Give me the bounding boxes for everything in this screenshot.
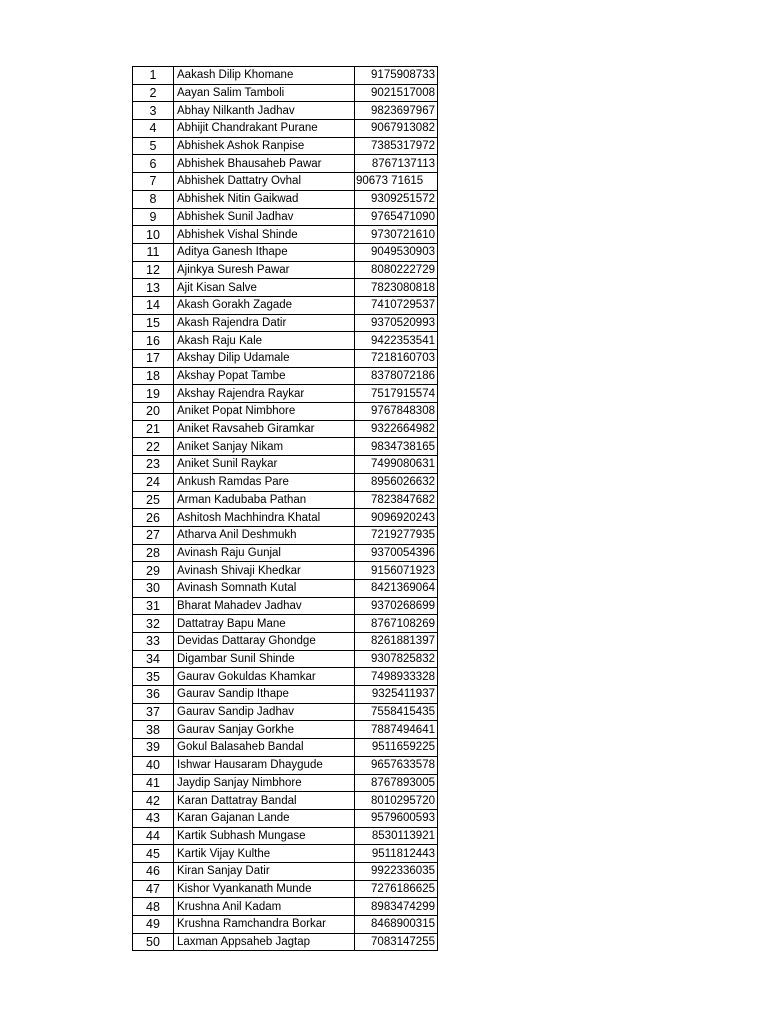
serial-number-cell: 2 [133,84,174,102]
phone-cell: 7385317972 [355,137,438,155]
phone-cell: 8956026632 [355,473,438,491]
serial-number-cell: 25 [133,491,174,509]
table-row [133,579,438,597]
table-row [133,403,438,421]
serial-number-cell: 21 [133,420,174,438]
name-cell: Abhishek Ashok Ranpise [174,137,355,155]
phone-cell: 9922336035 [355,862,438,880]
name-cell: Akash Gorakh Zagade [174,296,355,314]
phone-cell: 9823697967 [355,102,438,120]
phone-cell: 7887494641 [355,721,438,739]
phone-cell: 9370054396 [355,544,438,562]
table-row [133,845,438,863]
serial-number-cell: 4 [133,120,174,138]
name-cell: Gaurav Gokuldas Khamkar [174,668,355,686]
serial-number-cell: 11 [133,243,174,261]
serial-number-cell: 40 [133,756,174,774]
phone-cell: 9325411937 [355,686,438,704]
phone-cell: 9307825832 [355,650,438,668]
phone-cell: 9309251572 [355,190,438,208]
serial-number-cell: 14 [133,296,174,314]
serial-number-cell: 10 [133,226,174,244]
phone-cell: 9067913082 [355,120,438,138]
table-row [133,190,438,208]
phone-cell: 7517915574 [355,385,438,403]
name-cell: Abhishek Bhausaheb Pawar [174,155,355,173]
phone-cell: 9657633578 [355,756,438,774]
serial-number-cell: 23 [133,456,174,474]
name-cell: Gaurav Sandip Jadhav [174,703,355,721]
phone-cell: 9322664982 [355,420,438,438]
roster-body [133,67,438,951]
serial-number-cell: 1 [133,67,174,85]
table-row [133,456,438,474]
serial-number-cell: 36 [133,686,174,704]
phone-cell: 8767137113 [355,155,438,173]
serial-number-cell: 6 [133,155,174,173]
serial-number-cell: 43 [133,809,174,827]
name-cell: Akshay Rajendra Raykar [174,385,355,403]
phone-cell: 8261881397 [355,633,438,651]
serial-number-cell: 47 [133,880,174,898]
table-row [133,898,438,916]
phone-cell: 7498933328 [355,668,438,686]
serial-number-cell: 46 [133,862,174,880]
table-row [133,473,438,491]
table-row [133,120,438,138]
serial-number-cell: 29 [133,562,174,580]
serial-number-cell: 37 [133,703,174,721]
name-cell: Laxman Appsaheb Jagtap [174,933,355,951]
name-cell: Ankush Ramdas Pare [174,473,355,491]
table-row [133,438,438,456]
serial-number-cell: 13 [133,279,174,297]
name-cell: Abhishek Dattatry Ovhal [174,173,355,191]
table-row [133,739,438,757]
serial-number-cell: 39 [133,739,174,757]
name-cell: Ajinkya Suresh Pawar [174,261,355,279]
serial-number-cell: 5 [133,137,174,155]
name-cell: Abhijit Chandrakant Purane [174,120,355,138]
table-row [133,314,438,332]
serial-number-cell: 42 [133,792,174,810]
table-row [133,756,438,774]
phone-cell: 7083147255 [355,933,438,951]
table-row [133,615,438,633]
serial-number-cell: 17 [133,350,174,368]
roster-table [132,66,438,951]
table-row [133,491,438,509]
table-row [133,526,438,544]
name-cell: Kiran Sanjay Datir [174,862,355,880]
phone-cell: 8767893005 [355,774,438,792]
name-cell: Avinash Somnath Kutal [174,579,355,597]
name-cell: Aditya Ganesh Ithape [174,243,355,261]
name-cell: Jaydip Sanjay Nimbhore [174,774,355,792]
serial-number-cell: 7 [133,173,174,191]
table-row [133,102,438,120]
table-row [133,261,438,279]
serial-number-cell: 38 [133,721,174,739]
name-cell: Akash Raju Kale [174,332,355,350]
serial-number-cell: 50 [133,933,174,951]
name-cell: Aniket Sanjay Nikam [174,438,355,456]
phone-cell: 9767848308 [355,403,438,421]
name-cell: Atharva Anil Deshmukh [174,526,355,544]
phone-cell: 9175908733 [355,67,438,85]
name-cell: Krushna Ramchandra Borkar [174,916,355,934]
table-row [133,774,438,792]
table-row [133,597,438,615]
table-row [133,668,438,686]
name-cell: Akshay Dilip Udamale [174,350,355,368]
serial-number-cell: 24 [133,473,174,491]
phone-cell: 8421369064 [355,579,438,597]
serial-number-cell: 12 [133,261,174,279]
phone-cell: 7823847682 [355,491,438,509]
name-cell: Kartik Vijay Kulthe [174,845,355,863]
phone-cell: 7558415435 [355,703,438,721]
table-row [133,809,438,827]
name-cell: Akash Rajendra Datir [174,314,355,332]
serial-number-cell: 30 [133,579,174,597]
phone-cell: 9579600593 [355,809,438,827]
phone-cell: 8983474299 [355,898,438,916]
phone-cell: 9370520993 [355,314,438,332]
serial-number-cell: 19 [133,385,174,403]
phone-cell: 9021517008 [355,84,438,102]
table-row [133,916,438,934]
serial-number-cell: 45 [133,845,174,863]
phone-cell: 9511659225 [355,739,438,757]
serial-number-cell: 26 [133,509,174,527]
table-row [133,703,438,721]
table-row [133,933,438,951]
serial-number-cell: 18 [133,367,174,385]
table-row [133,792,438,810]
serial-number-cell: 28 [133,544,174,562]
table-row [133,208,438,226]
table-row [133,862,438,880]
serial-number-cell: 22 [133,438,174,456]
phone-cell: 9834738165 [355,438,438,456]
phone-cell: 7276186625 [355,880,438,898]
phone-cell: 8767108269 [355,615,438,633]
name-cell: Avinash Raju Gunjal [174,544,355,562]
name-cell: Gaurav Sanjay Gorkhe [174,721,355,739]
phone-cell: 8530113921 [355,827,438,845]
phone-cell: 9156071923 [355,562,438,580]
name-cell: Devidas Dattaray Ghondge [174,633,355,651]
phone-cell: 7499080631 [355,456,438,474]
table-row [133,226,438,244]
serial-number-cell: 8 [133,190,174,208]
serial-number-cell: 35 [133,668,174,686]
phone-cell: 9370268699 [355,597,438,615]
phone-cell: 9096920243 [355,509,438,527]
serial-number-cell: 48 [133,898,174,916]
serial-number-cell: 31 [133,597,174,615]
name-cell: Arman Kadubaba Pathan [174,491,355,509]
table-row [133,633,438,651]
phone-cell: 8468900315 [355,916,438,934]
name-cell: Ishwar Hausaram Dhaygude [174,756,355,774]
name-cell: Bharat Mahadev Jadhav [174,597,355,615]
name-cell: Gokul Balasaheb Bandal [174,739,355,757]
name-cell: Gaurav Sandip Ithape [174,686,355,704]
serial-number-cell: 15 [133,314,174,332]
phone-cell: 90673 71615 [355,173,438,191]
name-cell: Aniket Ravsaheb Giramkar [174,420,355,438]
table-row [133,385,438,403]
phone-cell: 7218160703 [355,350,438,368]
table-row [133,243,438,261]
name-cell: Kishor Vyankanath Munde [174,880,355,898]
name-cell: Aayan Salim Tamboli [174,84,355,102]
name-cell: Abhishek Nitin Gaikwad [174,190,355,208]
phone-cell: 9730721610 [355,226,438,244]
table-row [133,650,438,668]
name-cell: Abhishek Sunil Jadhav [174,208,355,226]
table-row [133,279,438,297]
phone-cell: 8010295720 [355,792,438,810]
phone-cell: 8378072186 [355,367,438,385]
table-row [133,84,438,102]
name-cell: Ashitosh Machhindra Khatal [174,509,355,527]
name-cell: Krushna Anil Kadam [174,898,355,916]
name-cell: Kartik Subhash Mungase [174,827,355,845]
name-cell: Abhishek Vishal Shinde [174,226,355,244]
table-row [133,420,438,438]
phone-cell: 9511812443 [355,845,438,863]
name-cell: Aakash Dilip Khomane [174,67,355,85]
table-row [133,173,438,191]
serial-number-cell: 20 [133,403,174,421]
serial-number-cell: 34 [133,650,174,668]
phone-cell: 9422353541 [355,332,438,350]
name-cell: Dattatray Bapu Mane [174,615,355,633]
name-cell: Avinash Shivaji Khedkar [174,562,355,580]
table-row [133,367,438,385]
name-cell: Abhay Nilkanth Jadhav [174,102,355,120]
serial-number-cell: 44 [133,827,174,845]
phone-cell: 8080222729 [355,261,438,279]
table-row [133,67,438,85]
serial-number-cell: 33 [133,633,174,651]
table-row [133,332,438,350]
table-row [133,296,438,314]
name-cell: Ajit Kisan Salve [174,279,355,297]
name-cell: Karan Dattatray Bandal [174,792,355,810]
name-cell: Aniket Sunil Raykar [174,456,355,474]
table-row [133,544,438,562]
serial-number-cell: 49 [133,916,174,934]
name-cell: Aniket Popat Nimbhore [174,403,355,421]
table-row [133,350,438,368]
serial-number-cell: 41 [133,774,174,792]
phone-cell: 9765471090 [355,208,438,226]
table-row [133,827,438,845]
phone-cell: 7823080818 [355,279,438,297]
name-cell: Akshay Popat Tambe [174,367,355,385]
table-row [133,686,438,704]
serial-number-cell: 9 [133,208,174,226]
table-row [133,562,438,580]
table-row [133,721,438,739]
phone-cell: 7410729537 [355,296,438,314]
serial-number-cell: 16 [133,332,174,350]
table-row [133,509,438,527]
table-row [133,880,438,898]
phone-cell: 7219277935 [355,526,438,544]
phone-cell: 9049530903 [355,243,438,261]
serial-number-cell: 27 [133,526,174,544]
serial-number-cell: 3 [133,102,174,120]
serial-number-cell: 32 [133,615,174,633]
table-row [133,137,438,155]
name-cell: Digambar Sunil Shinde [174,650,355,668]
table-row [133,155,438,173]
name-cell: Karan Gajanan Lande [174,809,355,827]
